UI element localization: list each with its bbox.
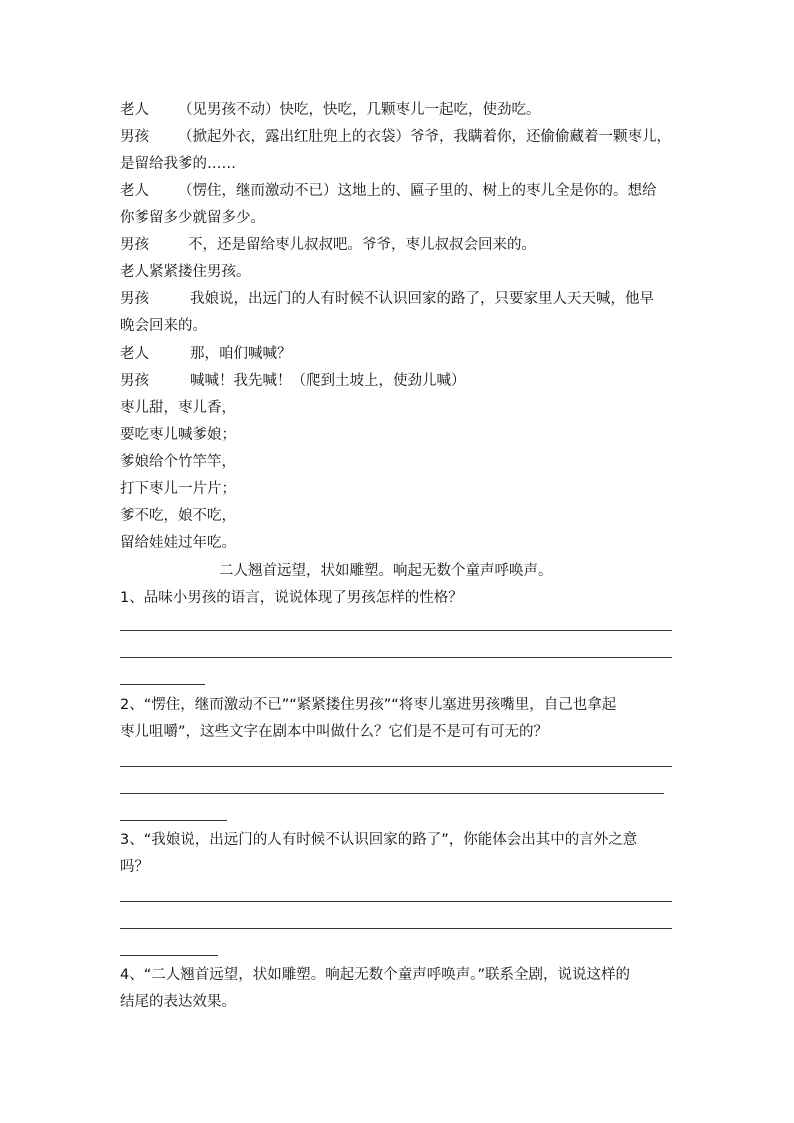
question-3-cont: 吗？ — [120, 859, 149, 875]
answer-line[interactable] — [120, 657, 672, 658]
answer-line[interactable] — [120, 901, 672, 902]
dialogue-text: （愣住，继而激动不已）这地上的、匾子里的、树上的枣儿全是你的。想给 — [178, 183, 657, 199]
answer-line[interactable] — [120, 793, 664, 794]
dialogue-text: 喊喊！我先喊！（爬到土坡上，使劲儿喊） — [190, 373, 466, 389]
answer-line[interactable] — [120, 928, 672, 929]
answer-line[interactable] — [120, 630, 672, 631]
speaker-label: 男孩 — [120, 237, 149, 253]
song-line: 要吃枣儿喊爹娘； — [120, 427, 236, 443]
dialogue-text: （掀起外衣，露出红肚兜上的衣袋）爷爷，我瞒着你，还偷偷藏着一颗枣儿， — [178, 129, 671, 145]
script-line-boy-3-cont: 晚会回来的。 — [120, 318, 207, 334]
dialogue-text: 我娘说，出远门的人有时候不认识回家的路了，只要家里人天天喊，他早 — [190, 291, 654, 307]
song-line: 打下枣儿一片片； — [120, 481, 236, 497]
script-line-boy-3 — [120, 289, 654, 309]
question-2-cont: 枣儿咀嚼”，这些文字在剧本中叫做什么？它们是不是可有可无的？ — [120, 724, 549, 740]
question-4-cont: 结尾的表达效果。 — [120, 994, 236, 1010]
script-line-old-man-2 — [120, 181, 657, 201]
dialogue-text: （见男孩不动）快吃，快吃，几颗枣儿一起吃，使劲吃。 — [178, 102, 541, 118]
script-line-boy-1 — [120, 127, 671, 147]
stage-direction-1: 老人紧紧搂住男孩。 — [120, 264, 251, 280]
song-line: 爹不吃，娘不吃， — [120, 508, 236, 524]
script-line-boy-1-cont: 是留给我爹的…… — [120, 156, 236, 172]
script-line-boy-4 — [120, 371, 466, 391]
answer-line[interactable] — [120, 684, 205, 685]
script-line-boy-2 — [120, 235, 536, 255]
question-3: 3、“我娘说，出远门的人有时候不认识回家的路了”，你能体会出其中的言外之意 — [120, 832, 638, 848]
song-line: 爹娘给个竹竿竿， — [120, 454, 236, 470]
stage-direction-2: 二人翘首远望，状如雕塑。响起无数个童声呼唤声。 — [219, 563, 553, 579]
speaker-label: 男孩 — [120, 129, 149, 145]
dialogue-text: 那，咱们喊喊？ — [190, 346, 292, 362]
script-line-old-man-2-cont: 你爹留多少就留多少。 — [120, 210, 265, 226]
speaker-label: 老人 — [120, 346, 149, 362]
dialogue-text: 不，还是留给枣儿叔叔吧。爷爷，枣儿叔叔会回来的。 — [188, 237, 536, 253]
script-line-old-man-3 — [120, 344, 292, 364]
script-line-old-man-1 — [120, 100, 541, 120]
question-4: 4、“二人翘首远望，状如雕塑。响起无数个童声呼唤声。”联系全剧，说说这样的 — [120, 967, 630, 983]
speaker-label: 老人 — [120, 183, 149, 199]
answer-line[interactable] — [120, 955, 218, 956]
question-2: 2、“愣住，继而激动不已”“紧紧搂住男孩”“将枣儿塞进男孩嘴里，自己也拿起 — [120, 697, 617, 713]
answer-line[interactable] — [120, 766, 672, 767]
speaker-label: 男孩 — [120, 373, 149, 389]
speaker-label: 男孩 — [120, 291, 149, 307]
question-1: 1、品味小男孩的语言，说说体现了男孩怎样的性格？ — [120, 590, 463, 606]
song-line: 留给娃娃过年吃。 — [120, 535, 236, 551]
answer-line[interactable] — [120, 820, 227, 821]
speaker-label: 老人 — [120, 102, 149, 118]
song-line: 枣儿甜，枣儿香， — [120, 400, 236, 416]
